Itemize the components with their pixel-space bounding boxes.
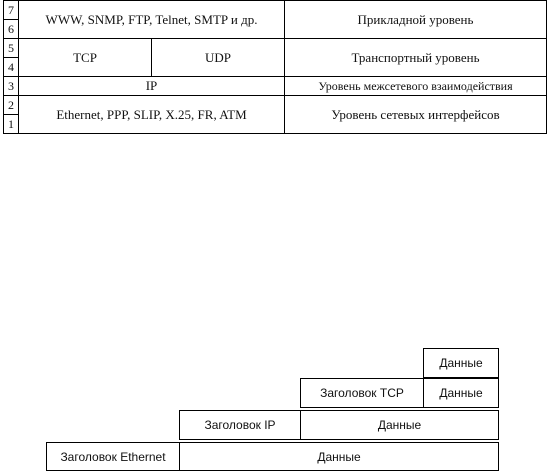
network-interface-protocols: Ethernet, PPP, SLIP, X.25, FR, ATM	[18, 95, 285, 134]
udp-protocol: UDP	[151, 38, 285, 77]
row3-data-box: Данные	[300, 410, 499, 440]
network-interface-level-label: Уровень сетевых интерфейсов	[284, 95, 547, 134]
row3-ip-header-box: Заголовок IP	[179, 410, 301, 440]
row1-data-box: Данные	[423, 348, 499, 378]
tcpip-stack-table	[0, 0, 547, 134]
application-protocols: WWW, SNMP, FTP, Telnet, SMTP и др.	[18, 0, 285, 39]
tcp-protocol: TCP	[18, 38, 152, 77]
ip-protocol: IP	[18, 76, 285, 96]
encapsulation-diagram	[0, 340, 547, 471]
layer-number-3: 3	[3, 76, 19, 96]
row4-ethernet-header-box: Заголовок Ethernet	[46, 442, 180, 471]
application-level-label: Прикладной уровень	[284, 0, 547, 39]
internet-level-label: Уровень межсетевого взаимодействия	[284, 76, 547, 96]
layer-number-6: 6	[3, 19, 19, 39]
layer-number-2: 2	[3, 95, 19, 115]
row2-data-box: Данные	[423, 378, 499, 408]
layer-number-1: 1	[3, 114, 19, 134]
transport-level-label: Транспортный уровень	[284, 38, 547, 77]
layer-number-5: 5	[3, 38, 19, 58]
row4-data-box: Данные	[179, 442, 499, 471]
layer-number-4: 4	[3, 57, 19, 77]
layer-number-7: 7	[3, 0, 19, 20]
row2-tcp-header-box: Заголовок TCP	[300, 378, 424, 408]
